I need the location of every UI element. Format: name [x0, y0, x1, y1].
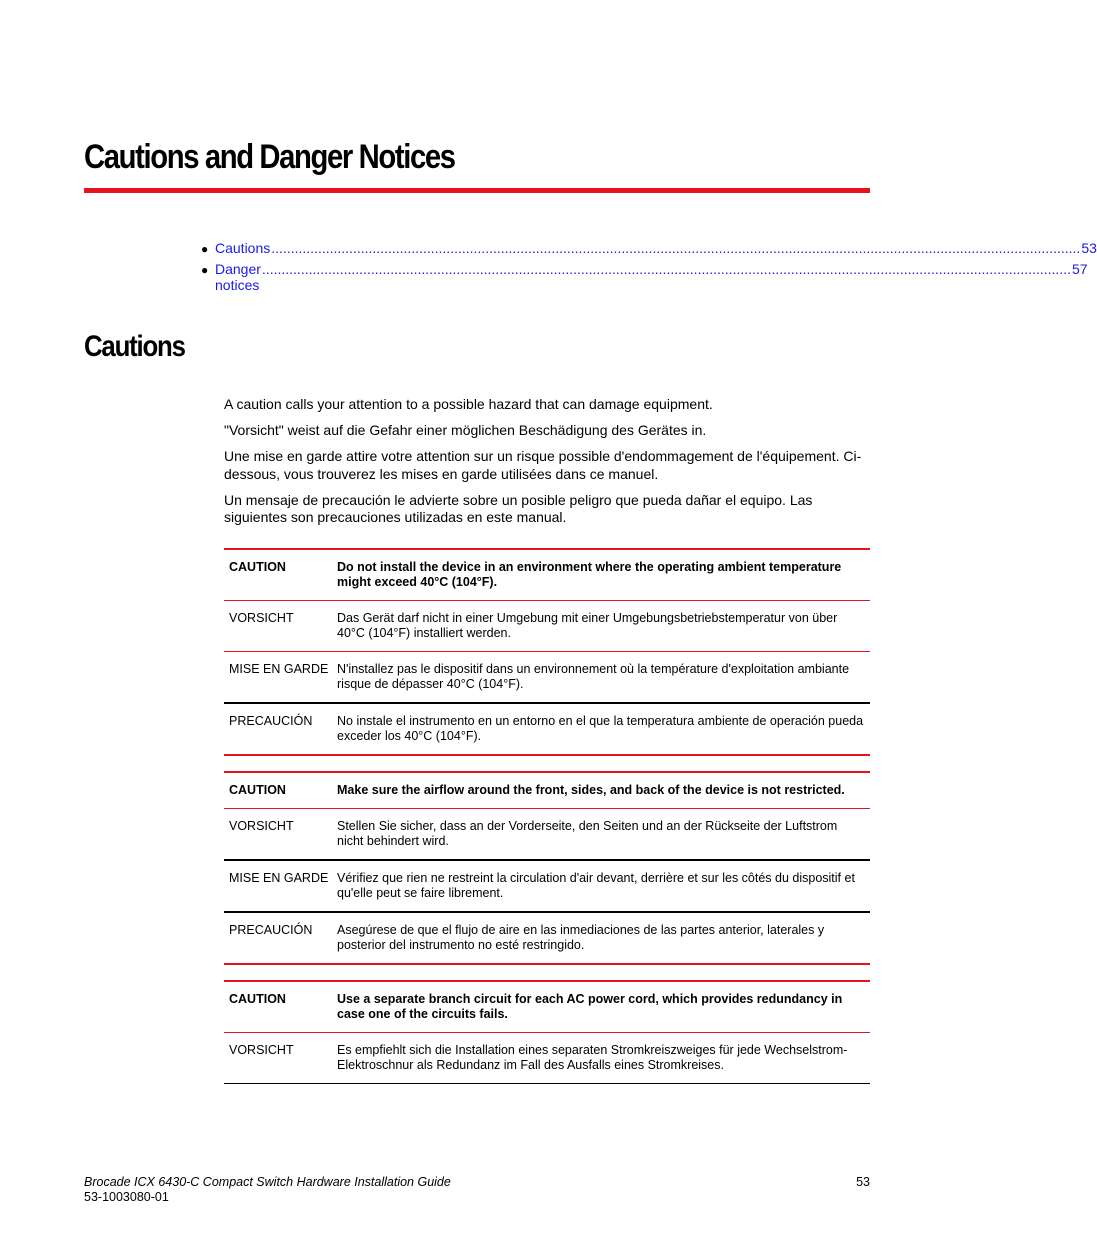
notice-text: Stellen Sie sicher, dass an der Vorderseite, den Seiten und an der Rückseite der Luftstrom nicht behindert wird. — [333, 809, 870, 861]
toc-link-cautions[interactable] — [215, 240, 1097, 256]
notice-label: VORSICHT — [224, 809, 333, 861]
notice-row-vorsicht — [224, 1033, 870, 1084]
notice-label: VORSICHT — [224, 601, 333, 652]
notice-row-precaucion — [224, 912, 870, 964]
intro-paragraph: Un mensaje de precaución le advierte sobre un posible peligro que pueda dañar el equipo. Las siguientes son precauciones utilizadas en este manual. — [224, 491, 813, 525]
bullet-icon: ● — [201, 263, 209, 277]
toc-link-page: 53 — [1081, 240, 1097, 256]
notice-label: CAUTION — [224, 981, 333, 1033]
notice-text: No instale el instrumento en un entorno en el que la temperatura ambiente de operación pueda exceder los 40°C (104°F). — [333, 703, 870, 755]
caution-notice-airflow — [224, 771, 870, 965]
notice-text: Use a separate branch circuit for each AC power cord, which provides redundancy in case one of the circuits fails. — [333, 981, 870, 1033]
toc-leader-dots — [271, 240, 1080, 256]
notice-row-caution — [224, 981, 870, 1033]
toc-link-page: 57 — [1071, 261, 1088, 277]
footer-page-number: 53 — [856, 1175, 870, 1189]
notice-row-caution — [224, 772, 870, 809]
toc-link-label: Cautions — [215, 240, 271, 256]
intro-paragraph: Une mise en garde attire votre attention sur un risque possible d'endommagement de l'équipement. Ci-dessous, vous trouverez les mises en garde utilisées dans ce manuel. — [224, 448, 862, 482]
caution-notice-branch-circuit — [224, 980, 870, 1084]
toc-item — [201, 240, 1097, 261]
footer — [84, 1175, 451, 1205]
notice-text: Asegúrese de que el flujo de aire en las inmediaciones de las partes anterior, laterales y posterior del instrumento no esté restringido. — [333, 912, 870, 964]
toc-item — [201, 261, 1088, 293]
notice-row-mise-en-garde — [224, 652, 870, 704]
toc-link-label: Danger notices — [215, 261, 261, 293]
notice-row-precaucion — [224, 703, 870, 755]
intro-paragraph: "Vorsicht" weist auf die Gefahr einer möglichen Beschädigung des Gerätes in. — [224, 422, 707, 438]
notice-label: PRECAUCIÓN — [224, 912, 333, 964]
footer-guide-title: Brocade ICX 6430-C Compact Switch Hardware Installation Guide — [84, 1175, 451, 1189]
notice-label: PRECAUCIÓN — [224, 703, 333, 755]
chapter-title: Cautions and Danger Notices — [84, 138, 455, 176]
notice-text: Es empfiehlt sich die Installation eines separaten Stromkreiszweiges für jede Wechselstrom-Elektroschnur als Redundanz im Fall des Ausfalls eines Stromkreises. — [333, 1033, 870, 1084]
notice-text: Vérifiez que rien ne restreint la circulation d'air devant, derrière et sur les côtés du dispositif et qu'elle peut se faire librement. — [333, 860, 870, 912]
intro-paragraph: A caution calls your attention to a possible hazard that can damage equipment. — [224, 396, 713, 412]
footer-doc-number: 53-1003080-01 — [84, 1190, 169, 1204]
notice-label: CAUTION — [224, 772, 333, 809]
notice-label: MISE EN GARDE — [224, 860, 333, 912]
intro-text — [224, 396, 870, 535]
notice-label: VORSICHT — [224, 1033, 333, 1084]
notice-text: Make sure the airflow around the front, sides, and back of the device is not restricted. — [333, 772, 870, 809]
notice-text: Das Gerät darf nicht in einer Umgebung mit einer Umgebungsbetriebstemperatur von über 40°C (104°F) installiert werden. — [333, 601, 870, 652]
caution-notice-temperature — [224, 548, 870, 756]
toc-leader-dots — [262, 261, 1071, 277]
notice-label: CAUTION — [224, 549, 333, 601]
section-title: Cautions — [84, 330, 185, 363]
bullet-icon: ● — [201, 242, 209, 256]
notice-row-vorsicht — [224, 601, 870, 652]
notice-label: MISE EN GARDE — [224, 652, 333, 704]
notice-row-vorsicht — [224, 809, 870, 861]
chapter-title-rule — [84, 188, 870, 193]
mini-toc — [201, 240, 1097, 293]
notice-text: Do not install the device in an environment where the operating ambient temperature might exceed 40°C (104°F). — [333, 549, 870, 601]
notice-row-caution — [224, 549, 870, 601]
toc-link-danger-notices[interactable] — [215, 261, 1088, 293]
notice-text: N'installez pas le dispositif dans un environnement où la température d'exploitation ambiante risque de dépasser 40°C (104°F). — [333, 652, 870, 704]
notice-row-mise-en-garde — [224, 860, 870, 912]
